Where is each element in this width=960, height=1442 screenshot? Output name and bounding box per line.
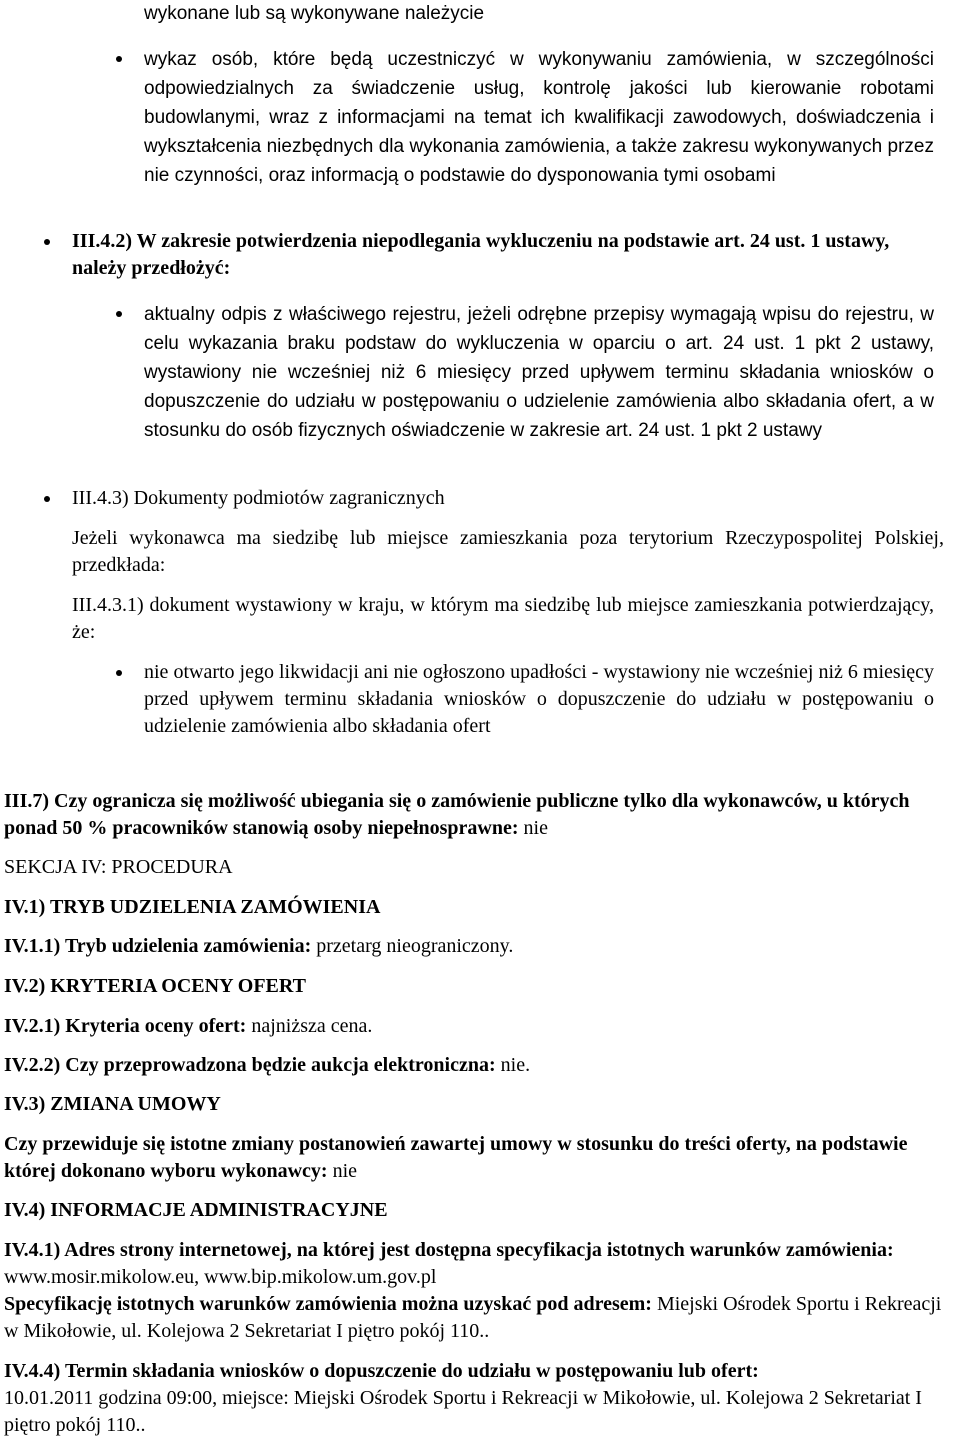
item-IV-4-4 [4,1358,956,1439]
bullet-icon [42,237,52,247]
continuation-line: wykonane lub są wykonywane należycie [144,3,485,24]
section-III-7-question: III.7) Czy ogranicza się możliwość ubiegania się o zamówienie publiczne tylko dla wykonawców, u których ponad 50 % pracowników stanowią osoby niepełnosprawne: [4,790,910,839]
label-IV-3: Czy przewiduje się istotne zmiany postanowień zawartej umowy w stosunku do treści oferty, na podstawie której dokonano wyboru wykonawcy: [4,1133,908,1182]
value-IV-4-4: 10.01.2011 godzina 09:00, miejsce: Miejski Ośrodek Sportu i Rekreacji w Mikołowie, ul. Kolejowa 2 Sekretariat I piętro pokój 110.. [4,1387,922,1436]
item-IV-2-1 [4,1013,944,1040]
value-IV-3: nie [327,1160,358,1182]
heading-IV-2: IV.2) KRYTERIA OCENY OFERT [4,975,306,997]
paragraph-foreign-entity: Jeżeli wykonawca ma siedzibę lub miejsce zamieszkania poza terytorium Rzeczypospolitej Polskiej, przedkłada: [72,527,944,576]
list-item-registry-extract: aktualny odpis z właściwego rejestru, jeżeli odrębne przepisy wymagają wpisu do rejestru, w celu wykazania braku podstaw do wykluczenia w oparciu o art. 24 ust. 1 pkt 2 ustawy, wystawiony nie wcześniej niż 6 miesięcy przed upływem terminu składania wniosków o dopuszczenie do udziału w postępowaniu o udzielenie zamówienia albo składania ofert, a w stosunku do osób fizycznych oświadczenie w zakresie art. 24 ust. 1 pkt 2 ustawy [144,304,934,441]
item-IV-1-1 [4,933,944,960]
value-IV-4-1: www.mosir.mikolow.eu, www.bip.mikolow.um.gov.pl [4,1266,437,1288]
section-III-7 [4,788,944,842]
label-IV-2-1: IV.2.1) Kryteria oceny ofert: [4,1015,247,1037]
section-III-7-answer: nie [518,817,548,839]
label-specification: Specyfikację istotnych warunków zamówienia można uzyskać pod adresem: [4,1293,652,1315]
item-IV-3-question [4,1131,944,1185]
bullet-icon [114,309,124,319]
label-IV-4-4: IV.4.4) Termin składania wniosków o dopuszczenie do udziału w postępowaniu lub ofert: [4,1360,759,1382]
paragraph-III-4-3-1: III.4.3.1) dokument wystawiony w kraju, w którym ma siedzibę lub miejsce zamieszkania potwierdzający, że: [72,594,934,643]
section-IV-title: SEKCJA IV: PROCEDURA [4,856,233,878]
label-IV-4-1: IV.4.1) Adres strony internetowej, na której jest dostępna specyfikacja istotnych warunków zamówienia: [4,1239,894,1261]
value-IV-2-1: najniższa cena. [246,1015,373,1037]
item-IV-4-1 [4,1237,944,1291]
value-IV-1-1: przetarg nieograniczony. [311,935,514,957]
value-specification: Miejski Ośrodek Sportu i Rekreacji w Mikołowie, ul. Kolejowa 2 Sekretariat I piętro pokój 110.. [4,1293,942,1342]
heading-IV-4: IV.4) INFORMACJE ADMINISTRACYJNE [4,1199,388,1221]
list-item-personnel: wykaz osób, które będą uczestniczyć w wykonywaniu zamówienia, w szczególności odpowiedzialnych za świadczenie usług, kontrolę jakości lub kierowanie robotami budowlanymi, wraz z informacjami na temat ich kwalifikacji zawodowych, doświadczenia i wykształcenia niezbędnych dla wykonania zamówienia, a także zakresu wykonywanych przez nie czynności, oraz informacją o podstawie do dysponowania tymi osobami [144,49,934,186]
item-IV-2-2 [4,1052,944,1079]
section-heading-III-4-3: III.4.3) Dokumenty podmiotów zagranicznych [72,487,445,509]
item-specification-address [4,1291,944,1345]
heading-IV-1: IV.1) TRYB UDZIELENIA ZAMÓWIENIA [4,896,381,918]
bullet-icon [114,668,124,678]
bullet-icon [114,54,124,64]
bullet-icon [42,494,52,504]
value-IV-2-2: nie. [495,1054,531,1076]
section-heading-III-4-2: III.4.2) W zakresie potwierdzenia niepodlegania wykluczeniu na podstawie art. 24 ust. 1 ustawy, należy przedłożyć: [72,230,890,279]
list-item-bankruptcy: nie otwarto jego likwidacji ani nie ogłoszono upadłości - wystawiony nie wcześniej niż 6 miesięcy przed upływem terminu składania wniosków o dopuszczenie do udziału w postępowaniu o udzielenie zamówienia albo składania ofert [144,661,934,737]
heading-IV-3: IV.3) ZMIANA UMOWY [4,1093,221,1115]
label-IV-2-2: IV.2.2) Czy przeprowadzona będzie aukcja elektroniczna: [4,1054,496,1076]
label-IV-1-1: IV.1.1) Tryb udzielenia zamówienia: [4,935,312,957]
